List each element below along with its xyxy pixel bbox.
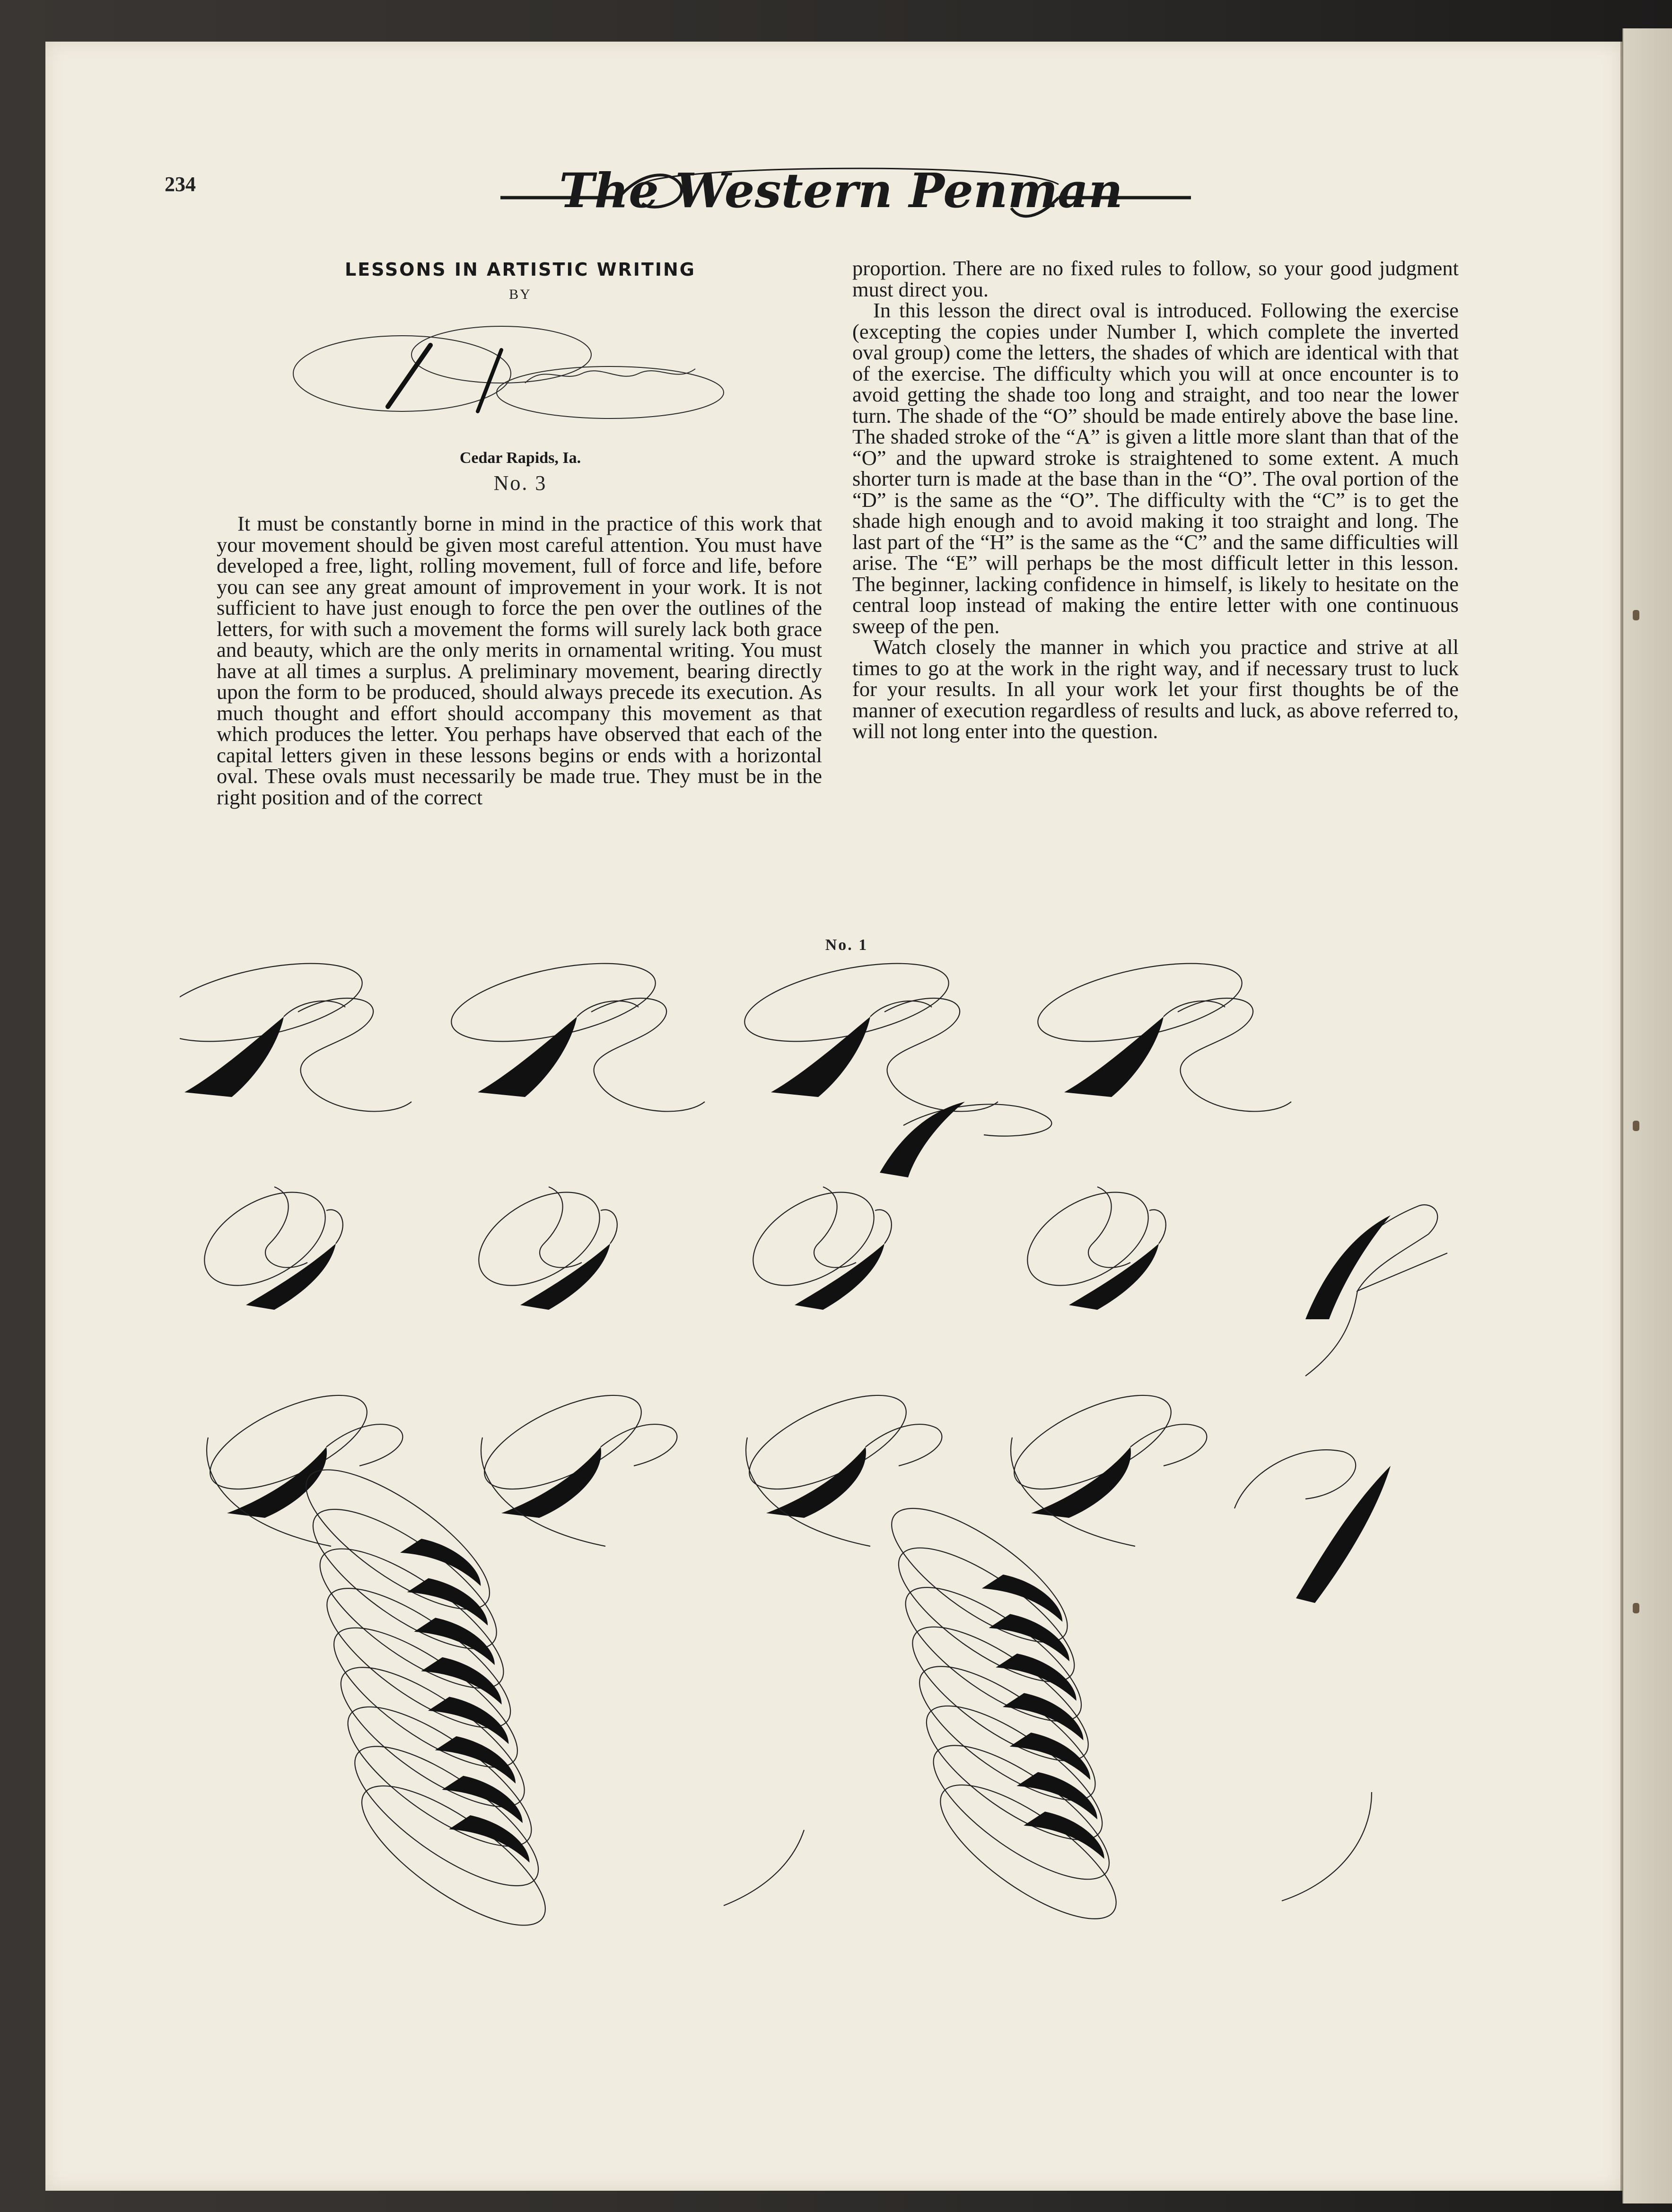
binding-mark-3 [1633,1603,1639,1613]
k-row [180,960,1291,1111]
right-text-column [852,258,1459,742]
page-number: 234 [165,173,196,196]
adjacent-page-edge [1622,28,1672,2203]
lesson-number: No. 3 [493,471,547,495]
right-paragraph-3: Watch closely the manner in which you practice and strive at all times to go at the work in the right way, and if necessary trust to luck for your results. In all your work let your first thoughts be of the manner of execution regardless of results and luck, as above referred to, will not long enter into the question. [852,635,1459,743]
right-paragraph-2: In this lesson the direct oval is introduced. Following the exercise (excepting the copies under Number I, which complete the inverted oval group) come the letters, the shades of which are identical with that of the exercise. The difficulty which you will at once encounter is to avoid getting the shade too long and straight, and too near the lower turn. The shade of the “O” should be made entirely above the base line. The shaded stroke of the “A” is given a little more slant than that of the “O” and the upward stroke is straightened to some extent. A much shorter turn is made at the base than in the “O”. The oval portion of the “D” is the same as the “O”. The difficulty with the “C” is to get the shade high enough and to avoid making it too straight and long. The last part of the “H” is the same as the “C” and the same difficulties will arise. The “E” will perhaps be the most difficult letter in this lesson. The beginner, lacking confidence in himself, is likely to hesitate on the central loop instead of making the entire letter with one continuous sweep of the pen. [852,298,1459,638]
masthead-logo [500,151,1191,227]
author-signature [279,312,762,430]
masthead-title: The Western Penman [559,163,1123,218]
left-paragraph-1: It must be constantly borne in mind in the practice of this work that your movement should be given most careful attention. You must have developed a free, light, rolling movement, full of force and life, before you can see any great amount of improvement in your work. It is not sufficient to have just enough to force the pen over the outlines of the letters, for with such a movement the forms will surely lack both grace and beauty, which are the only merits in ornamental writing. You must have at all times a surplus. A preliminary movement, bearing directly upon the form to be produced, should always precede its execution. As much thought and effort should accompany this movement as that which produces the letter. You perhaps have observed that each of the capital letters given in these lessons begins or ends with a horizontal oval. These ovals must necessarily be made true. They must be in the right position and of the correct [217,512,822,809]
byline-label: BY [509,287,532,302]
oval-exercise-left [180,1446,695,1934]
penmanship-plate [180,960,1495,1934]
left-text-column [217,513,822,808]
author-location: Cedar Rapids, Ia. [459,449,581,467]
lesson-title: LESSONS IN ARTISTIC WRITING [344,259,696,280]
binding-mark-2 [1633,1121,1639,1131]
g-row [189,1173,1166,1310]
plate-label: No. 1 [825,936,868,954]
oval-exercise-right [759,1485,1249,1934]
binding-mark-1 [1633,610,1639,620]
right-paragraph-1: proportion. There are no fixed rules to follow, so your good judgment must direct you. [852,256,1459,301]
p-row [197,1376,1207,1546]
